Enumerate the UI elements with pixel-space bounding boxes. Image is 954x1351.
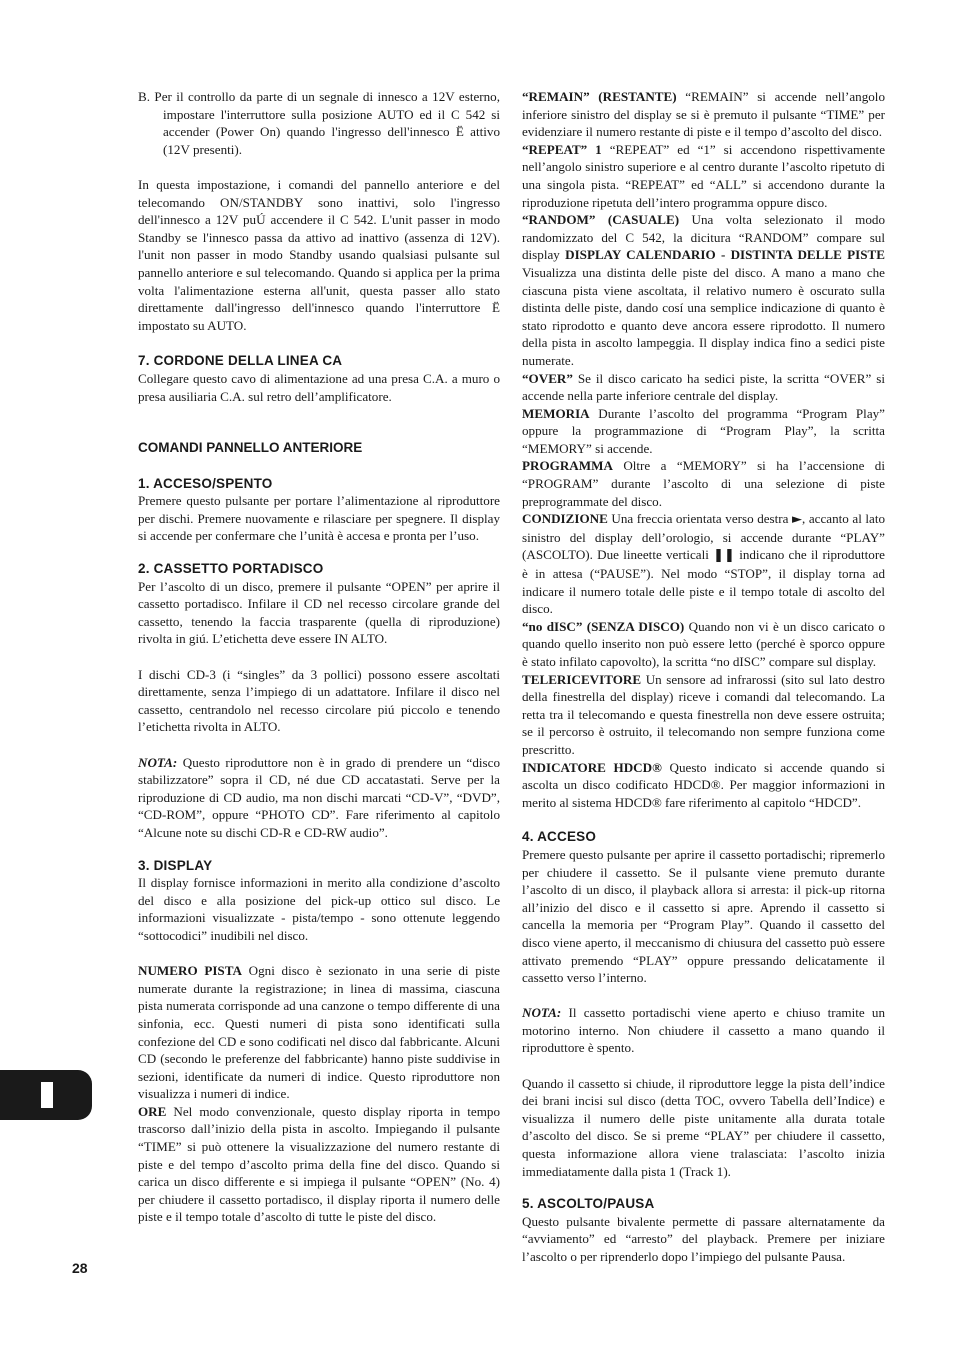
nota-text-right: Il cassetto portadischi viene aperto e chiuso tramite un motorino interno. Non chiudere il cassetto a mano quando il riproduttore è spento.	[522, 1005, 886, 1056]
heading-3-display: 3. DISPLAY	[138, 857, 213, 873]
no-disc-text: Quando non vi è un disco caricato o quando quello inserito non può essere letto (perché è sporco oppure è stato infilato capovolto), la scritta “no dISC” compare sul display.	[522, 618, 885, 669]
nota-label: NOTA:	[138, 754, 178, 770]
paragraph-programma	[522, 457, 885, 510]
numero-pista-text: Ogni disco è sezionato in una serie di piste numerate durante la registrazione; in linea di massima, ciascuna pista numerata corrisponde ad una canzone o tempo differente di una sinfonia, ecc. Questi numeri di pista sono identificati sulla confezione del CD e sono codificati nel disco dal fabbricante. Alcuni CD (secondo le preferenze del fabbricante) hanno piste suddivise in sezioni, identificate da numeri di indice. Questo riproduttore non visualizza i numeri di indice.	[138, 963, 500, 1102]
paragraph-telericevitore	[522, 671, 885, 759]
play-icon: ►	[792, 512, 803, 528]
nota-text: Questo riproduttore non è in grado di prendere un “disco stabilizzatore” sopra il CD, né due CD accatastati. Serve per la riproduzione di CD audio, ma non dischi marcati “CD-V”, “DVD”, “CD-ROM”, oppure “PHOTO CD”. Fare riferimento al capitolo “Alcune note su dischi CD-R e CD-RW audio”.	[138, 754, 500, 840]
calendario-label: DISPLAY CALENDARIO - DISTINTA DELLE PISTE	[565, 247, 885, 263]
pause-icon: ❚❚	[713, 548, 735, 564]
hdcd-text: Questo indicato si accende quando si ascolta un disco codificato HDCD®. Per maggior informazioni in merito al sistema HDCD® fare riferimento al capitolo “HDCD”.	[522, 759, 886, 810]
paragraph-7: Collegare questo cavo di alimentazione ad una presa C.A. a muro o presa ausiliaria C.A. sul retro dell’amplificatore.	[138, 370, 500, 404]
paragraph-4-nota	[522, 1004, 885, 1057]
heading-7-cordone: 7. CORDONE DELLA LINEA CA	[138, 353, 343, 369]
heading-2-cassetto: 2. CASSETTO PORTADISCO	[138, 561, 324, 577]
paragraph-hdcd	[522, 759, 885, 812]
nota-label-right: NOTA:	[522, 1005, 562, 1021]
paragraph-random	[522, 211, 885, 369]
paragraph-2a: Per l’ascolto di un disco, premere il pulsante “OPEN” per aprire il cassetto portadisco. Infilare il CD nel recesso circolare grande del cassetto, tenendo la faccia trasparente (quella di riproduzione) rivolta in giú. L’etichetta deve essere IN ALTO.	[138, 578, 500, 647]
language-tab	[0, 1070, 92, 1120]
paragraph-no-disc	[522, 618, 885, 671]
paragraph-2b: I dischi CD-3 (i “singles” da 3 pollici) possono essere ascoltati direttamente, senza l’impiego di un adattatore. Infilare il disco nel cassetto, centrandolo nel recesso circolare piú piccolo e tenendo l’etichetta rivolta in ALTO.	[138, 666, 500, 735]
memoria-label: MEMORIA	[522, 405, 590, 421]
paragraph-over	[522, 370, 885, 405]
condizione-text-b: , accanto al lato sinistro del display dell’orologio, si accende durante “PLAY” (ASCOLTO). Due lineette verticali	[522, 511, 886, 563]
numero-pista-label: NUMERO PISTA	[138, 963, 242, 979]
condizione-text-a: Una freccia orientata verso destra	[611, 511, 789, 527]
hdcd-label: INDICATORE HDCD®	[522, 759, 662, 775]
remain-text: “REMAIN” si accende nell’angolo inferiore sinistro del display se si è premuto il pulsante “TIME” per evidenziare il numero restante di piste e il tempo d’ascolto del disco.	[522, 89, 885, 140]
paragraph-remain	[522, 88, 885, 141]
programma-label: PROGRAMMA	[522, 458, 613, 474]
paragraph-5: Questo pulsante bivalente permette di passare alternatamente da “avviamento” ed “arresto” del playback. Premere per iniziare l’ascolto o per riprenderlo dopo l’impiego del pulsante Pausa.	[522, 1213, 885, 1264]
paragraph-2-nota	[138, 754, 500, 842]
paragraph-repeat	[522, 141, 885, 211]
random-label: “RANDOM” (CASUALE)	[522, 212, 680, 228]
paragraph-4b: Quando il cassetto si chiude, il riproduttore legge la pista dell’indice dei brani incisi sul disco (detta TOC, ovvero Tabella dell’Indice) e visualizza il numero delle piste unitamente alla durata totale d’ascolto del disco. Se si preme “PLAY” per chiudere il cassetto, questa informazione allora viene tralasciata: l’ascolto inizia immediatamente dalla pista 1 (Track 1).	[522, 1075, 885, 1179]
condizione-label: CONDIZIONE	[522, 511, 608, 527]
repeat-text: “REPEAT” ed “1” si accendono rispettivamente nell’angolo sinistro superiore e al centro durante l’ascolto ripetuto di una singola pista. “REPEAT” ed “ALL” si accendono durante la riproduzione ripetuta dell’intero programma oppure disco.	[522, 141, 886, 210]
random-text: Una volta selezionato il modo randomizzato del C 542, la dicitura “RANDOM” compare sul display	[522, 212, 885, 263]
ore-label: ORE	[138, 1103, 167, 1119]
language-tab-letter	[41, 1082, 53, 1108]
calendario-text: Visualizza una distinta delle piste del disco. A mano a mano che ciascuna pista viene ascoltata, il relativo numero è oscurato sulla distinta delle piste, dando cosí una semplice indicazione di quanto è stato riprodotto e quanto deve ancora essere riprodotto. Il numero della pista in ascolto lampeggia. Il display indica fino a sedici piste numerate.	[522, 264, 885, 368]
over-label: “OVER”	[522, 370, 573, 386]
telericevitore-text: Un sensore ad infrarossi (sito sul lato destro della finestrella del display) riceve i comandi dal telecomando. La retta tra il telecomando e questa finestrella non deve essere ostruita; se il percorso è ostruito, il telecomando non sempre funziona come prescritto.	[522, 671, 885, 757]
memoria-text: Durante l’ascolto del programma “Program Play” oppure la programmazione di “Program Play”, la scritta “MEMORY” si accende.	[522, 405, 885, 456]
paragraph-3: Il display fornisce informazioni in merito alla condizione d’ascolto del disco e alla posizione del pick-up ottico sul disco. Le informazioni visualizzate - pista/tempo - sono ottenute leggendo “sottocodici” inudibili nel disco.	[138, 875, 500, 943]
condizione-text-c: indicano che il riproduttore è in attesa (“PAUSE”). Nel modo “STOP”, il display torna ad indicare il numero totale delle piste e il tempo totale di ascolto del disco.	[522, 547, 885, 617]
over-text: Se il disco caricato ha sedici piste, la scritta “OVER” si accende nella parte inferiore centrale del display.	[522, 370, 885, 404]
page-number: 28	[72, 1260, 88, 1276]
remain-label: “REMAIN” (RESTANTE)	[522, 89, 677, 104]
heading-1-acceso-spento: 1. ACCESO/SPENTO	[138, 475, 273, 491]
repeat-label: “REPEAT” 1	[522, 141, 602, 157]
paragraph-standby: In questa impostazione, i comandi del pannello anteriore e del telecomando ON/STANDBY sono inattivi, solo l'ingresso dell'innesco a 12V puÚ accendere il C 542. L'unit passer in modo Standby se l'innesco passa da attivo ad inattivo (assenza di 12V). l'unit non passer in modo Standby usando qualsiasi pulsante sul pannello anteriore e sul telecomando. Quando si applica per la prima volta l'alimentazione esterna all'unit, questa passer allo stato direttamente dall'ingresso dell'innesco quando l'interruttore Ë impostato su AUTO.	[138, 176, 500, 333]
telericevitore-label: TELERICEVITORE	[522, 671, 642, 687]
paragraph-1: Premere questo pulsante per portare l’alimentazione al riproduttore per dischi. Premere nuovamente e rilasciare per spegnere. Il display si accende per confermare che l’unità è accesa e pronta per l’uso.	[138, 493, 500, 544]
heading-5-ascolto-pausa: 5. ASCOLTO/PAUSA	[522, 1196, 655, 1212]
no-disc-label: “no dISC” (SENZA DISCO)	[522, 618, 685, 634]
paragraph-numero-pista	[138, 962, 500, 1103]
paragraph-b-item: B. Per il controllo da parte di un segnale di innesco a 12V esterno, impostare l'interruttore sulla posizione AUTO ed il C 542 si accender (Power On) quando l'ingresso dell'innesco Ë attivo (12V presenti).	[138, 89, 500, 157]
paragraph-4: Premere questo pulsante per aprire il cassetto portadischi; ripremerlo per chiudere il cassetto. Se il pulsante viene premuto durante l’ascolto di un disco, il playback allora si arresta: il pick-up ritorna all’inizio del disco e il cassetto si apre. Aprendo il cassetto si cancella la memoria per “Program Play”. Quando il cassetto del disco viene aperto, il meccanismo di chiusura del cassetto può essere attivato premendo “PLAY” oppure pressando delicatamente il cassetto verso l’interno.	[522, 846, 885, 986]
paragraph-ore	[138, 1103, 500, 1226]
programma-text: Oltre a “MEMORY” si ha l’accensione di “PROGRAM” durante l’ascolto di una selezione di piste preprogrammate del disco.	[522, 458, 885, 509]
ore-text: Nel modo convenzionale, questo display riporta in tempo trascorso dall’inizio della pista in ascolto. Impiegando il pulsante “TIME” si può ottenere la visualizzazione del numero restante di piste e del tempo d’ascolto prima della fine del disco. Quando si carica un disco differente e si impiega il pulsante “OPEN” (No. 4) per chiudere il cassetto portadisco, il display riporta il numero delle piste e il tempo totale d’ascolto di tutte le piste del disco.	[138, 1103, 500, 1225]
paragraph-condizione	[522, 510, 885, 618]
paragraph-memoria	[522, 405, 885, 458]
heading-comandi-pannello: COMANDI PANNELLO ANTERIORE	[138, 440, 363, 456]
heading-4-acceso: 4. ACCESO	[522, 829, 597, 845]
right-column	[522, 88, 885, 1266]
left-column	[138, 88, 500, 1226]
